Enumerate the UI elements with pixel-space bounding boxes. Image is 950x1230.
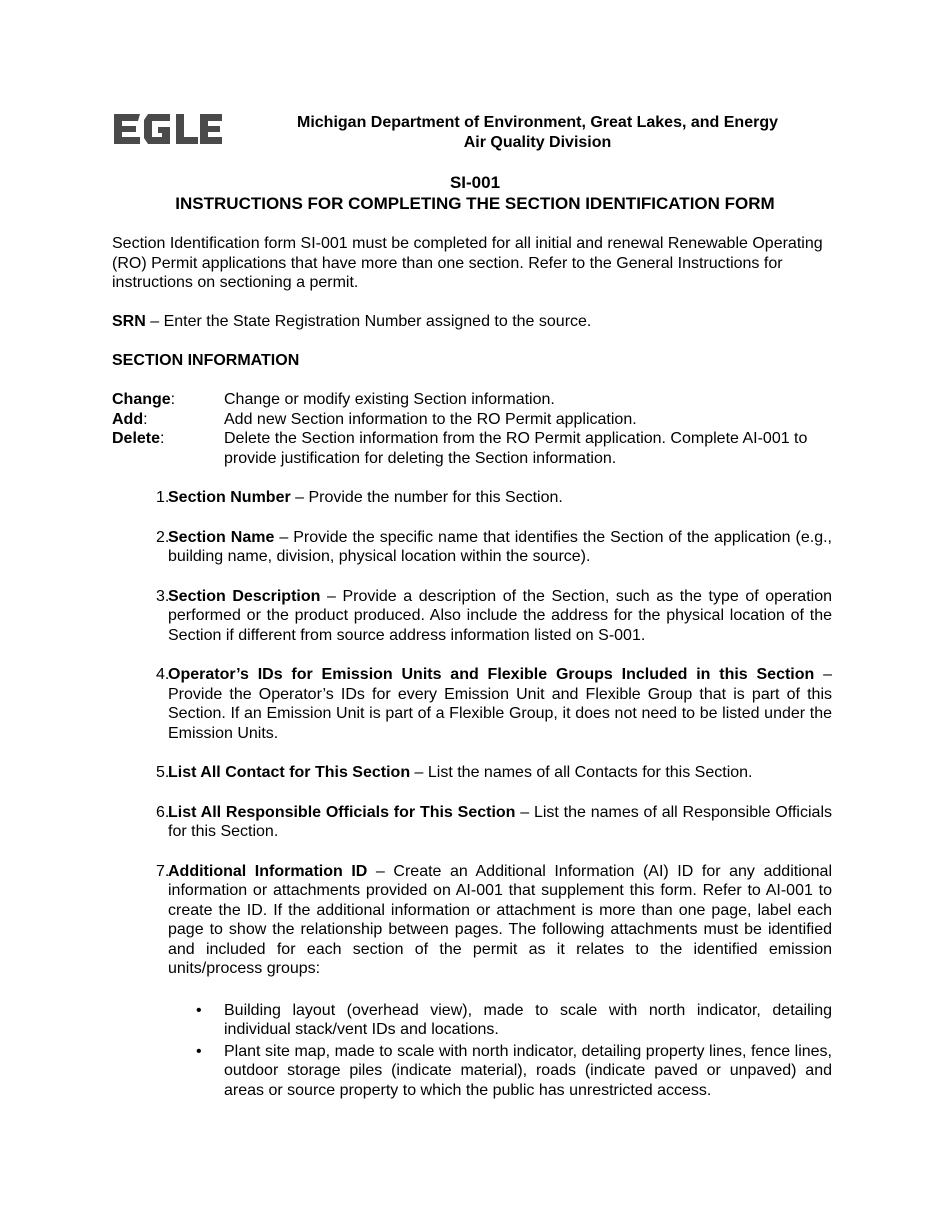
list-item <box>112 862 832 1103</box>
item-text: – List the names of all Responsible Officials for this Section. <box>168 803 832 840</box>
item-number: 1. <box>156 489 170 506</box>
item-number: 6. <box>156 803 170 821</box>
bullet-icon: • <box>196 1042 202 1060</box>
agency-name: Michigan Department of Environment, Great Lakes, and Energy <box>297 114 778 131</box>
definition-delete <box>112 429 838 468</box>
bullet-text: Building layout (overhead view), made to scale with north indicator, detailing individual stack/vent IDs and locations. <box>224 1001 832 1038</box>
definition-colon: : <box>170 391 176 408</box>
srn-paragraph <box>112 312 832 332</box>
item-term: Section Number <box>168 489 291 506</box>
list-item <box>112 803 832 842</box>
list-item <box>112 528 832 567</box>
item-text: – Provide a description of the Section, such as the type of operation performed or the product produced. Also include the address for the physical location of the Section if different from source address information listed on S-001. <box>168 587 832 644</box>
bullet-item <box>168 1001 832 1040</box>
item-number: 5. <box>156 764 170 781</box>
item-term: Additional Information ID <box>168 862 368 880</box>
srn-term: SRN <box>112 313 146 330</box>
item-number: 7. <box>156 862 170 880</box>
definition-text: Delete the Section information from the RO Permit application. Complete AI-001 to provide justification for deleting the Section information. <box>224 430 808 467</box>
definition-term: Change <box>112 391 171 408</box>
agency-header <box>240 113 835 153</box>
definition-term: Add <box>112 410 144 428</box>
definition-add <box>112 410 838 430</box>
item-text: – List the names of all Contacts for this Section. <box>410 764 753 781</box>
definition-colon: : <box>160 430 165 447</box>
item-term: Operator’s IDs for Emission Units and Flexible Groups Included in this Section <box>168 666 815 683</box>
definition-change <box>112 390 838 410</box>
page-title: INSTRUCTIONS FOR COMPLETING THE SECTION IDENTIFICATION FORM <box>175 194 775 213</box>
item-term: List All Contact for This Section <box>168 764 411 781</box>
attachment-bullet-list <box>168 1001 832 1101</box>
item-term: Section Description <box>168 587 321 605</box>
definition-text: Add new Section information to the RO Permit application. <box>224 410 637 428</box>
definition-term: Delete <box>112 430 161 447</box>
intro-paragraph: Section Identification form SI-001 must be completed for all initial and renewal Renewable Operating (RO) Permit applications that have more than one section. Refer to the General Instructions for instructions on sectioning a permit. <box>112 235 823 291</box>
instruction-list <box>112 488 832 1122</box>
egle-logo <box>112 112 224 146</box>
item-number: 2. <box>156 528 170 546</box>
item-term: List All Responsible Officials for This Section <box>168 803 516 821</box>
item-text: – Provide the number for this Section. <box>290 489 563 506</box>
bullet-item <box>168 1042 832 1101</box>
list-item <box>112 488 832 508</box>
definitions-list <box>112 390 838 468</box>
section-heading: SECTION INFORMATION <box>112 352 300 369</box>
bullet-text: Plant site map, made to scale with north indicator, detailing property lines, fence lines, outdoor storage piles (indicate material), roads (indicate paved or unpaved) and areas or source property to which the public has unrestricted access. <box>224 1042 832 1099</box>
definition-colon: : <box>143 410 148 428</box>
item-text: – Provide the Operator’s IDs for every Emission Unit and Flexible Group that is part of this Section. If an Emission Unit is part of a Flexible Group, it does not need to be listed under the Emission Units. <box>168 666 833 742</box>
item-text: – Create an Additional Information (AI) ID for any additional information or attachments provided on AI-001 that supplement this form. Refer to AI-001 to create the ID. If the additional information or attachment is more than one page, label each page to show the relationship between pages. The following attachments must be identified and included for each section of the permit as it relates to the identified emission units/process groups: <box>168 862 833 977</box>
list-item <box>112 665 832 743</box>
form-id: SI-001 <box>449 173 501 192</box>
item-text: – Provide the specific name that identifies the Section of the application (e.g., building name, division, physical location within the source). <box>168 528 833 565</box>
item-number: 3. <box>156 587 170 605</box>
division-name: Air Quality Division <box>463 134 612 151</box>
item-number: 4. <box>156 666 170 683</box>
srn-text: – Enter the State Registration Number assigned to the source. <box>145 313 592 330</box>
item-term: Section Name <box>168 528 275 546</box>
bullet-icon: • <box>196 1001 202 1019</box>
definition-text: Change or modify existing Section information. <box>224 391 555 408</box>
list-item <box>112 587 832 646</box>
list-item <box>112 763 832 783</box>
